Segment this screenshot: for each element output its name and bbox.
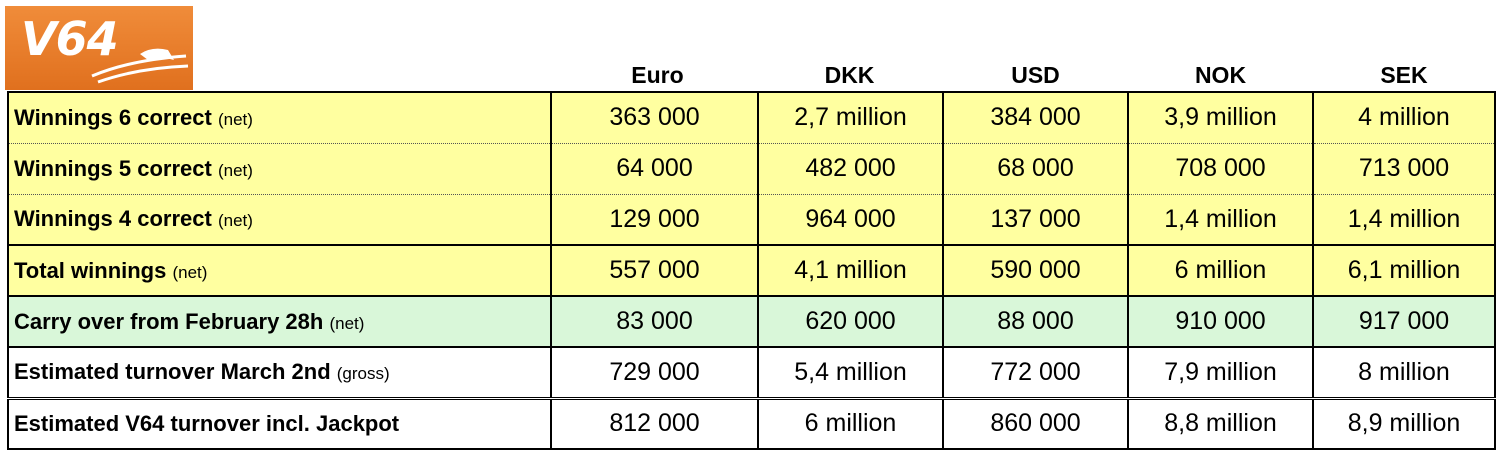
value-cell: 64 000 [551, 143, 758, 194]
row-label-suffix: (net) [172, 262, 208, 282]
row-label-suffix: (net) [329, 313, 365, 333]
row-label [8, 245, 551, 296]
value-cell: 917 000 [1313, 296, 1495, 347]
value-cell: 772 000 [943, 347, 1128, 398]
value-cell: 384 000 [943, 92, 1128, 143]
row-label-text: Total winnings [14, 257, 167, 283]
value-cell: 1,4 million [1128, 194, 1313, 245]
value-cell: 6 million [1128, 245, 1313, 296]
value-cell: 4 million [1313, 92, 1495, 143]
value-cell: 4,1 million [758, 245, 943, 296]
row-label-suffix: (gross) [336, 364, 390, 384]
table-row [8, 143, 1495, 194]
value-cell: 7,9 million [1128, 347, 1313, 398]
row-label-text: Estimated turnover March 2nd [14, 359, 331, 385]
row-label-suffix: (net) [217, 109, 253, 129]
value-cell: 964 000 [758, 194, 943, 245]
value-cell: 812 000 [551, 398, 758, 449]
row-label [8, 143, 551, 194]
value-cell: 8 million [1313, 347, 1495, 398]
col-header-sek: SEK [1380, 62, 1428, 88]
row-label-text: Carry over from February 28h [14, 308, 324, 334]
table-row [8, 347, 1495, 398]
row-label [8, 296, 551, 347]
value-cell: 137 000 [943, 194, 1128, 245]
value-cell: 129 000 [551, 194, 758, 245]
horse-swoosh-icon [90, 46, 190, 86]
col-header-euro: Euro [631, 62, 684, 88]
table-row [8, 398, 1495, 449]
row-label [8, 347, 551, 398]
value-cell: 910 000 [1128, 296, 1313, 347]
col-header-nok: NOK [1194, 62, 1247, 88]
logo-text: V64 [21, 12, 118, 66]
value-cell: 6 million [758, 398, 943, 449]
row-label-text: Winnings 6 correct [14, 104, 212, 130]
value-cell: 482 000 [758, 143, 943, 194]
value-cell: 68 000 [943, 143, 1128, 194]
table-row [8, 92, 1495, 143]
row-label [8, 194, 551, 245]
value-cell: 88 000 [943, 296, 1128, 347]
value-cell: 3,9 million [1128, 92, 1313, 143]
value-cell: 1,4 million [1313, 194, 1495, 245]
row-label-text: Winnings 4 correct [14, 206, 212, 232]
col-header-dkk: DKK [824, 62, 875, 88]
value-cell: 6,1 million [1313, 245, 1495, 296]
row-label [8, 92, 551, 143]
table-row [8, 245, 1495, 296]
col-header-usd: USD [1011, 62, 1060, 88]
row-label-text: Estimated V64 turnover incl. Jackpot [14, 410, 400, 436]
value-cell: 860 000 [943, 398, 1128, 449]
value-cell: 620 000 [758, 296, 943, 347]
value-cell: 713 000 [1313, 143, 1495, 194]
row-label-suffix: (net) [217, 160, 253, 180]
value-cell: 708 000 [1128, 143, 1313, 194]
value-cell: 8,9 million [1313, 398, 1495, 449]
value-cell: 729 000 [551, 347, 758, 398]
table-row [8, 296, 1495, 347]
value-cell: 83 000 [551, 296, 758, 347]
value-cell: 8,8 million [1128, 398, 1313, 449]
value-cell: 363 000 [551, 92, 758, 143]
table-row [8, 194, 1495, 245]
v64-logo [5, 6, 193, 90]
value-cell: 557 000 [551, 245, 758, 296]
row-label-suffix: (net) [217, 211, 253, 231]
value-cell: 2,7 million [758, 92, 943, 143]
winnings-table [7, 91, 1496, 450]
row-label [8, 398, 551, 449]
value-cell: 5,4 million [758, 347, 943, 398]
row-label-text: Winnings 5 correct [14, 155, 212, 181]
value-cell: 590 000 [943, 245, 1128, 296]
